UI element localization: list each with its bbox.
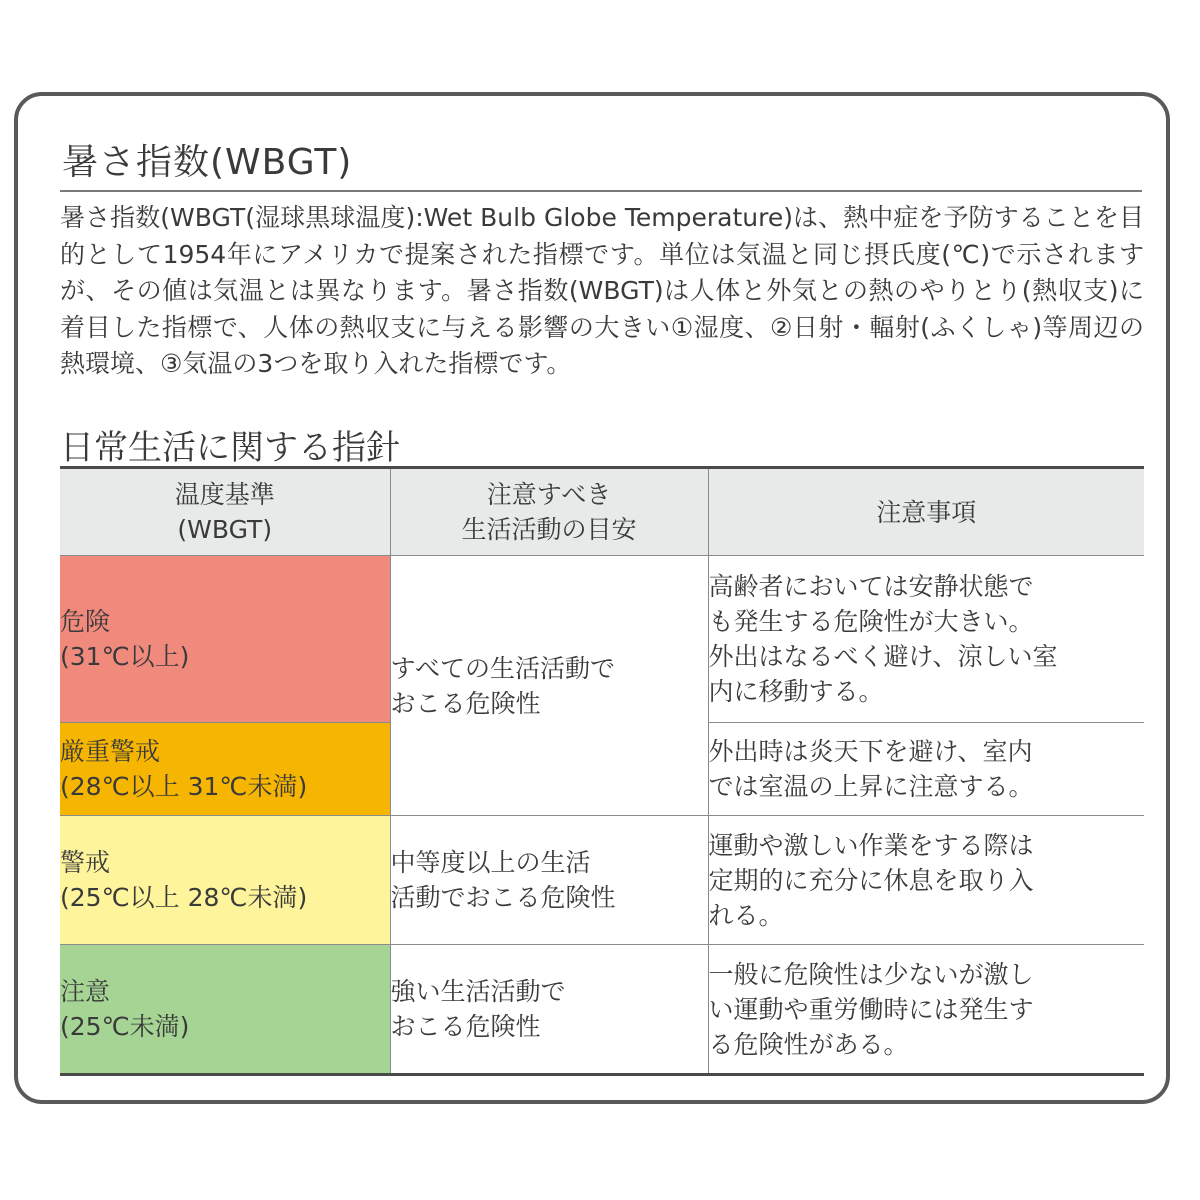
header-temperature-standard: 温度基準 (WBGT) xyxy=(60,468,390,556)
level-range: (28℃以上 31℃未満) xyxy=(60,772,308,801)
level-cell-warning xyxy=(60,816,390,945)
title-divider xyxy=(60,190,1142,192)
level-name: 厳重警戒 xyxy=(60,737,161,766)
daily-life-guideline-table xyxy=(60,466,1144,1076)
note-cell-danger: 高齢者においては安静状態で も発生する危険性が大きい。 外出はなるべく避け、涼しい室 内に移動する。 xyxy=(708,556,1144,723)
description-paragraph: 暑さ指数(WBGT(湿球黒球温度):Wet Bulb Globe Temperature)は、熱中症を予防することを目的として1954年にアメリカで提案された指標です。単位は気温と同じ摂氏度(℃)で示されますが、その値は気温とは異なります。暑さ指数(WBGT)は人体と外気との熱のやりとり(熱収支)に着目した指標で、人体の熱収支に与える影響の大きい①湿度、②日射・輻射(ふくしゃ)等周辺の熱環境、③気温の3つを取り入れた指標です。 xyxy=(60,203,1144,378)
table-row-danger xyxy=(60,556,1144,723)
level-name: 危険 xyxy=(60,607,111,636)
wbgt-info-card xyxy=(14,92,1170,1104)
activity-cell-strong: 強い生活活動で おこる危険性 xyxy=(390,945,708,1075)
level-cell-caution xyxy=(60,945,390,1075)
level-range: (25℃未満) xyxy=(60,1012,190,1041)
note-cell-severe-warning: 外出時は炎天下を避け、室内 では室温の上昇に注意する。 xyxy=(708,723,1144,816)
level-range: (25℃以上 28℃未満) xyxy=(60,883,308,912)
level-cell-severe-warning xyxy=(60,723,390,816)
section-title: 日常生活に関する指針 xyxy=(60,428,400,468)
table-row-caution xyxy=(60,945,1144,1075)
activity-cell-all: すべての生活活動で おこる危険性 xyxy=(390,556,708,816)
level-name: 注意 xyxy=(60,977,111,1006)
activity-cell-moderate: 中等度以上の生活 活動でおこる危険性 xyxy=(390,816,708,945)
note-cell-caution: 一般に危険性は少ないが激し い運動や重労働時には発生す る危険性がある。 xyxy=(708,945,1144,1075)
level-range: (31℃以上) xyxy=(60,642,190,671)
table-row-warning xyxy=(60,816,1144,945)
header-activity-guide: 注意すべき 生活活動の目安 xyxy=(390,468,708,556)
note-cell-warning: 運動や激しい作業をする際は 定期的に充分に休息を取り入 れる。 xyxy=(708,816,1144,945)
level-name: 警戒 xyxy=(60,848,111,877)
table-header-row xyxy=(60,468,1144,556)
level-cell-danger xyxy=(60,556,390,723)
header-precautions: 注意事項 xyxy=(708,468,1144,556)
page-title: 暑さ指数(WBGT) xyxy=(62,142,353,183)
